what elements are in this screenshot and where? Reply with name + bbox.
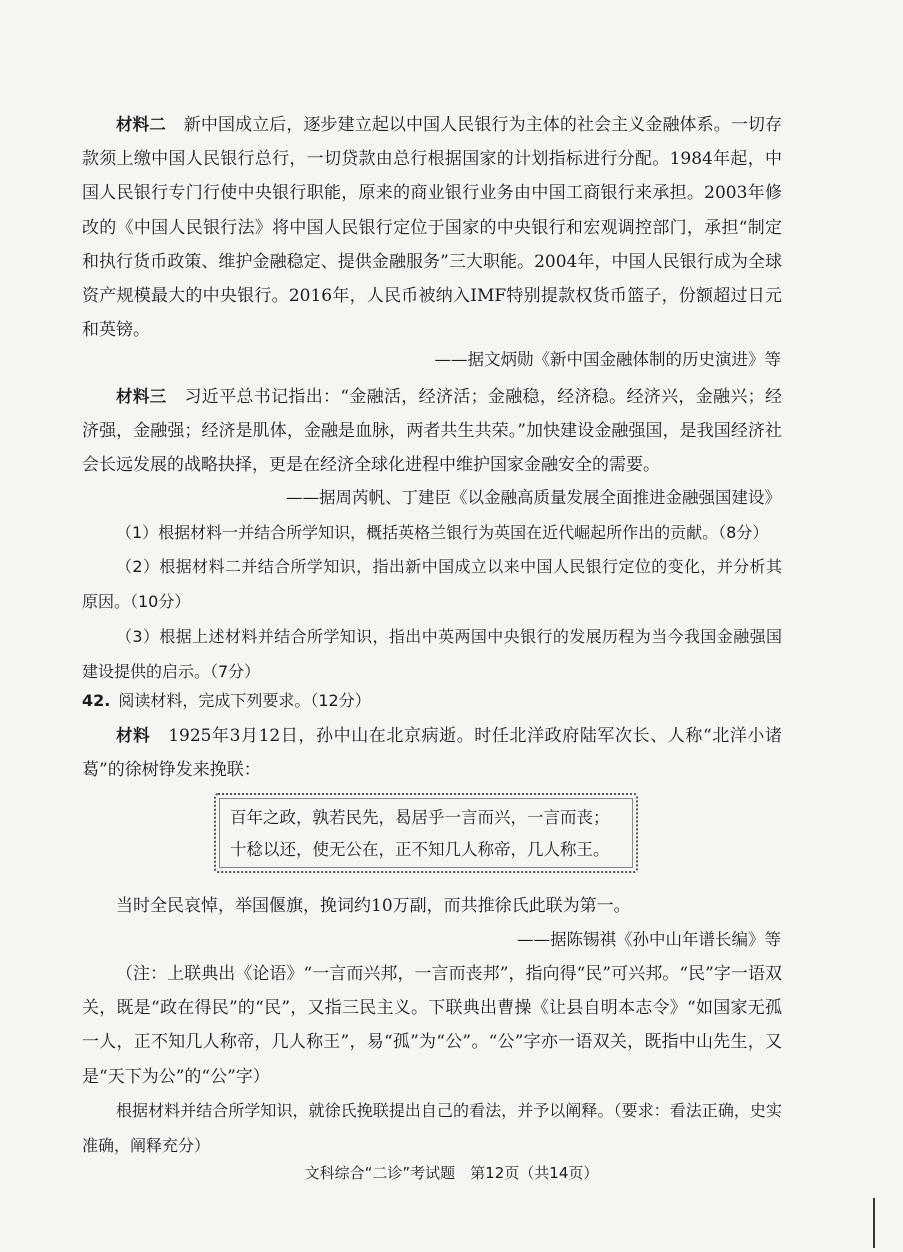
question-42-after: 当时全民哀悼，举国偃旗，挽词约10万副，而共推徐氏此联为第一。 bbox=[116, 896, 631, 916]
page-footer: 文科综合“二诊”考试题 第12页（共14页） bbox=[304, 1164, 599, 1182]
question-42-note: （注：上联典出《论语》“一言而兴邦，一言而丧邦”，指向得“民”可兴邦。“民”字一语双关，既是“政在得民”的“民”，又指三民主义。下联典出曹操《让县自明本志令》“如国家无孤一人，正不知几人称帝，几人称王”，易“孤”为“公”。“公”字亦一语双关，既指中山先生，又是“天下为公”的“公”字） bbox=[82, 964, 782, 1087]
question-41-1: （1）根据材料一并结合所学知识，概括英格兰银行为英国在近代崛起所作出的贡献。（8分） bbox=[116, 523, 769, 542]
couplet-lower: 十稔以还，使无公在，正不知几人称帝，几人称王。 bbox=[230, 840, 610, 859]
material-3-paragraph bbox=[82, 380, 782, 483]
question-42-material bbox=[82, 719, 782, 787]
question-42-source: ——据陈锡祺《孙中山年谱长编》等 bbox=[517, 930, 781, 949]
question-42-material-text: 1925年3月12日，孙中山在北京病逝。时任北洋政府陆军次长、人称“北洋小诸葛”的徐树铮发来挽联： bbox=[82, 726, 783, 781]
question-42-number: 42. bbox=[82, 691, 111, 710]
material-3-source: ——据周芮帆、丁建臣《以金融高质量发展全面推进金融强国建设》 bbox=[286, 488, 781, 507]
material-3-label: 材料三 bbox=[116, 387, 167, 406]
question-42-prompt: 阅读材料，完成下列要求。（12分） bbox=[118, 691, 371, 710]
material-3-text: 习近平总书记指出：“金融活，经济活；金融稳，经济稳。经济兴，金融兴；经济强，金融强；经济是肌体，金融是血脉，两者共生共荣。”加快建设金融强国，是我国经济社会长远发展的战略抉择，更是在经济全球化进程中维护国家金融安全的需要。 bbox=[82, 387, 782, 476]
couplet-frame bbox=[214, 793, 638, 873]
material-2-paragraph bbox=[82, 108, 782, 347]
question-42-heading bbox=[82, 686, 371, 716]
material-2-text: 新中国成立后，逐步建立起以中国人民银行为主体的社会主义金融体系。一切存款须上缴中国人民银行总行，一切贷款由总行根据国家的计划指标进行分配。1984年起，中国人民银行专门行使中央银行职能，原来的商业银行业务由中国工商银行来承担。2003年修改的《中国人民银行法》将中国人民银行定位于国家的中央银行和宏观调控部门，承担“制定和执行货币政策、维护金融稳定、提供金融服务”三大职能。2004年，中国人民银行成为全球资产规模最大的中央银行。2016年，人民币被纳入IMF特别提款权货币篮子，份额超过日元和英镑。 bbox=[82, 115, 783, 341]
question-41-2: （2）根据材料二并结合所学知识，指出新中国成立以来中国人民银行定位的变化，并分析其原因。（10分） bbox=[82, 557, 782, 611]
scan-edge-mark bbox=[873, 1198, 875, 1248]
couplet-upper: 百年之政，孰若民先，曷居乎一言而兴，一言而丧； bbox=[230, 808, 610, 827]
question-41-3: （3）根据上述材料并结合所学知识，指出中英两国中央银行的发展历程为当今我国金融强国建设提供的启示。（7分） bbox=[82, 627, 782, 681]
material-2-source: ——据文炳勋《新中国金融体制的历史演进》等 bbox=[434, 350, 781, 369]
question-42-task: 根据材料并结合所学知识，就徐氏挽联提出自己的看法，并予以阐释。（要求：看法正确，史实准确，阐释充分） bbox=[82, 1101, 782, 1155]
material-2-label: 材料二 bbox=[116, 115, 166, 134]
question-42-material-label: 材料 bbox=[116, 726, 151, 745]
